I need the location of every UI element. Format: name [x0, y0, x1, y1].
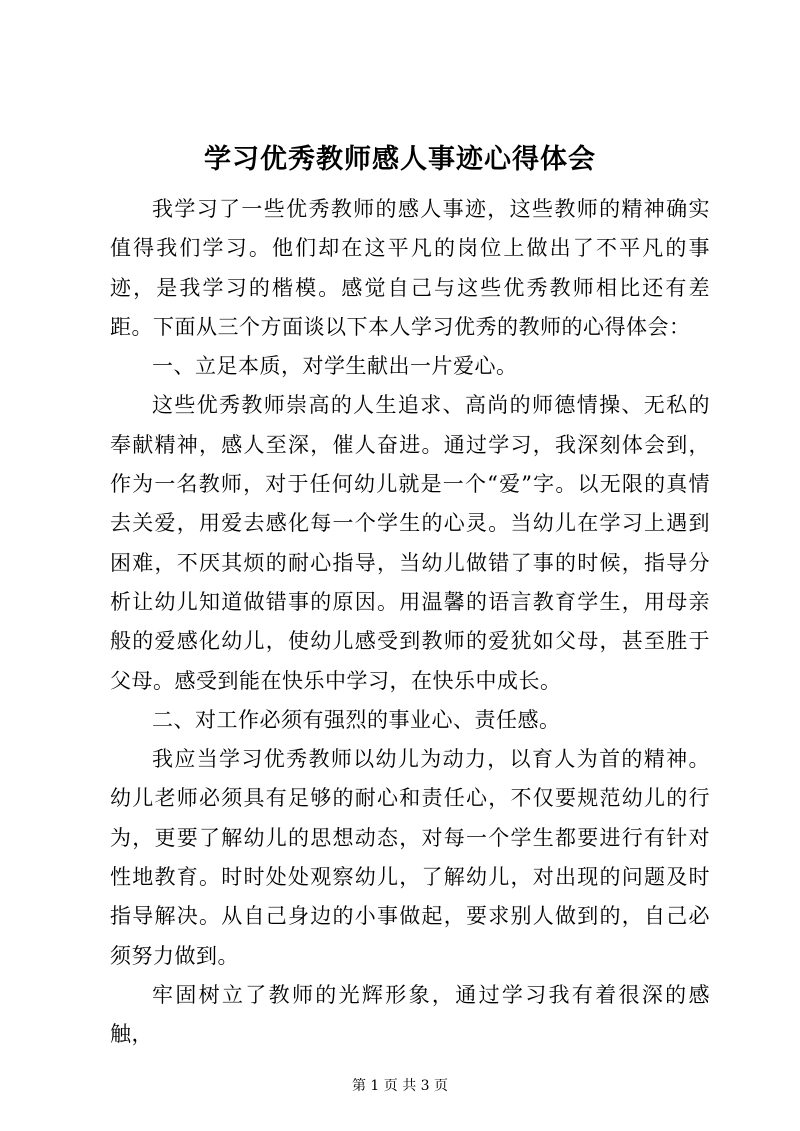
- paragraph-section-2: 我应当学习优秀教师以幼儿为动力，以育人为首的精神。幼儿老师必须具有足够的耐心和责任心，不仅要规范幼儿的行为，更要了解幼儿的思想动态，对每一个学生都要进行有针对性地教育。时时处处观察幼儿，了解幼儿，对出现的问题及时指导解决。从自己身边的小事做起，要求别人做到的，自己必须努力做到。: [110, 747, 710, 968]
- page-title: 学习优秀教师感人事迹心得体会: [204, 144, 596, 175]
- page-footer: 第 1 页 共 3 页: [351, 1078, 449, 1094]
- paragraph-continued: 牢固树立了教师的光辉形象，通过学习我有着很深的感触，: [110, 982, 710, 1047]
- section-heading-1: 一、立足本质，对学生献出一片爱心。: [152, 354, 518, 379]
- paragraph-intro: 我学习了一些优秀教师的感人事迹，这些教师的精神确实值得我们学习。他们却在这平凡的岗位上做出了不平凡的事迹，是我学习的楷模。感觉自己与这些优秀教师相比还有差距。下面从三个方面谈以下本人学习优秀的教师的心得体会：: [110, 197, 710, 339]
- document-body: [110, 190, 710, 1055]
- section-heading-2: 二、对工作必须有强烈的事业心、责任感。: [152, 707, 561, 732]
- paragraph-section-1: 这些优秀教师崇高的人生追求、高尚的师德情操、无私的奉献精神，感人至深，催人奋进。通过学习，我深刻体会到，作为一名教师，对于任何幼儿就是一个“爱”字。以无限的真情去关爱，用爱去感化每一个学生的心灵。当幼儿在学习上遇到困难，不厌其烦的耐心指导，当幼儿做错了事的时候，指导分析让幼儿知道做错事的原因。用温馨的语言教育学生，用母亲般的爱感化幼儿，使幼儿感受到教师的爱犹如父母，甚至胜于父母。感受到能在快乐中学习，在快乐中成长。: [110, 393, 710, 693]
